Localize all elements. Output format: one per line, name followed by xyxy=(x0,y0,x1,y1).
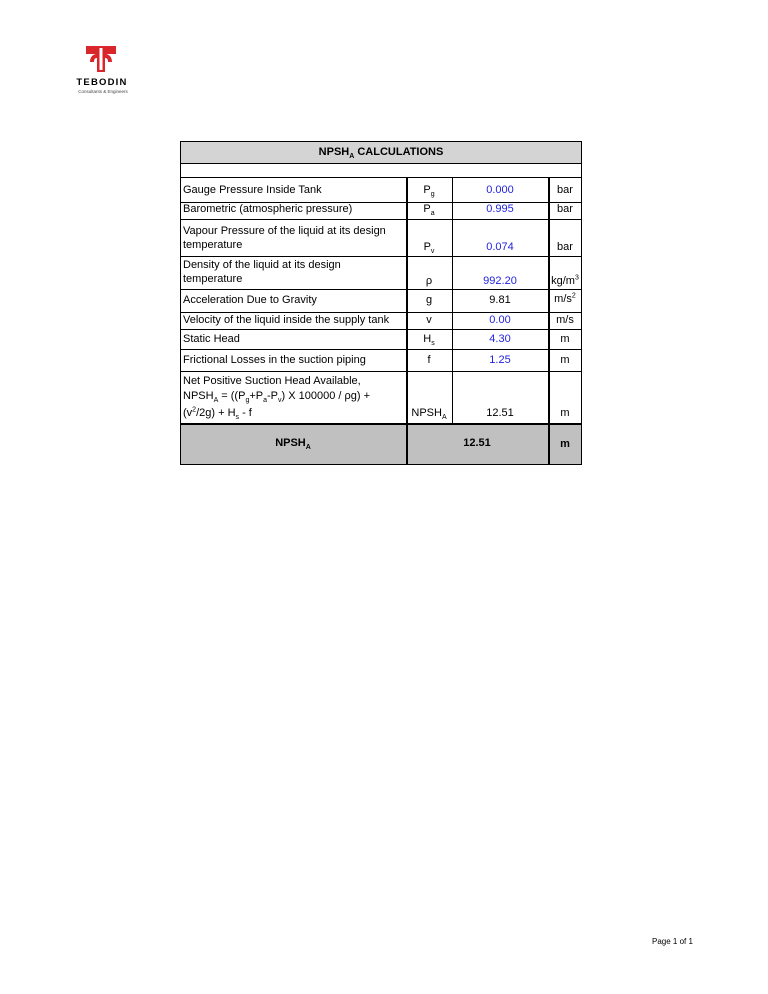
density-label: Density of the liquid at its design temperature xyxy=(183,259,341,285)
tebodin-logo-icon xyxy=(84,44,118,74)
gauge-pressure-unit: bar xyxy=(557,184,573,196)
barometric-pressure-label: Barometric (atmospheric pressure) xyxy=(183,203,353,215)
gravity-label: Acceleration Due to Gravity xyxy=(183,294,317,306)
vapour-pressure-label: Vapour Pressure of the liquid at its design temperature xyxy=(183,225,386,251)
velocity-symbol: v xyxy=(426,314,432,326)
result-label: $NPSH_A$ xyxy=(275,437,311,452)
npsha-formula-label: Net Positive Suction Head Available, $NPSH_A = ((P_g+P_a-P_v)$ X 100000 / ρg) + $(v^2/2g) + H_s - f$ xyxy=(183,375,371,422)
frictional-losses-value[interactable]: 1.25 xyxy=(489,354,511,366)
npsha-symbol: $NPSH_A$ xyxy=(411,407,447,422)
npsha-calculation-table xyxy=(180,141,582,465)
density-value[interactable]: 992.20 xyxy=(483,275,517,287)
gauge-pressure-symbol: $P_g$ xyxy=(423,184,435,199)
vapour-pressure-symbol: $P_v$ xyxy=(423,241,435,256)
vapour-pressure-value[interactable]: 0.074 xyxy=(486,241,514,253)
frictional-losses-unit: m xyxy=(560,354,570,366)
result-unit: m xyxy=(560,438,570,450)
density-symbol: ρ xyxy=(425,275,433,287)
logo-name: TEBODIN xyxy=(76,77,128,88)
result-value: 12.51 xyxy=(463,437,491,449)
static-head-label: Static Head xyxy=(183,333,240,345)
gravity-value: 9.81 xyxy=(489,294,511,306)
static-head-value[interactable]: 4.30 xyxy=(489,333,511,345)
table-title: $NPSH_A$ CALCULATIONS xyxy=(318,146,444,161)
tebodin-logo xyxy=(66,44,146,96)
barometric-pressure-symbol: $P_a$ xyxy=(423,203,435,218)
npsha-value: 12.51 xyxy=(486,407,514,419)
gravity-symbol: g xyxy=(425,294,433,306)
gravity-unit: $m/s^2$ xyxy=(554,292,576,305)
static-head-unit: m xyxy=(560,333,570,345)
static-head-symbol: $H_s$ xyxy=(423,333,435,348)
frictional-losses-symbol: f xyxy=(427,354,431,366)
velocity-unit: m/s xyxy=(556,314,574,326)
vapour-pressure-unit: bar xyxy=(557,241,573,253)
page-number: Page 1 of 1 xyxy=(652,937,693,946)
frictional-losses-label: Frictional Losses in the suction piping xyxy=(183,354,366,366)
barometric-pressure-value[interactable]: 0.995 xyxy=(486,203,514,215)
velocity-label: Velocity of the liquid inside the supply tank xyxy=(183,314,390,326)
gauge-pressure-label: Gauge Pressure Inside Tank xyxy=(183,184,322,196)
density-unit: $kg/m^3$ xyxy=(551,274,579,287)
barometric-pressure-unit: bar xyxy=(557,203,573,215)
velocity-value[interactable]: 0.00 xyxy=(489,314,511,326)
logo-tagline: Consultants & Engineers xyxy=(78,89,128,94)
gauge-pressure-value[interactable]: 0.000 xyxy=(486,184,514,196)
npsha-unit: m xyxy=(560,407,570,419)
